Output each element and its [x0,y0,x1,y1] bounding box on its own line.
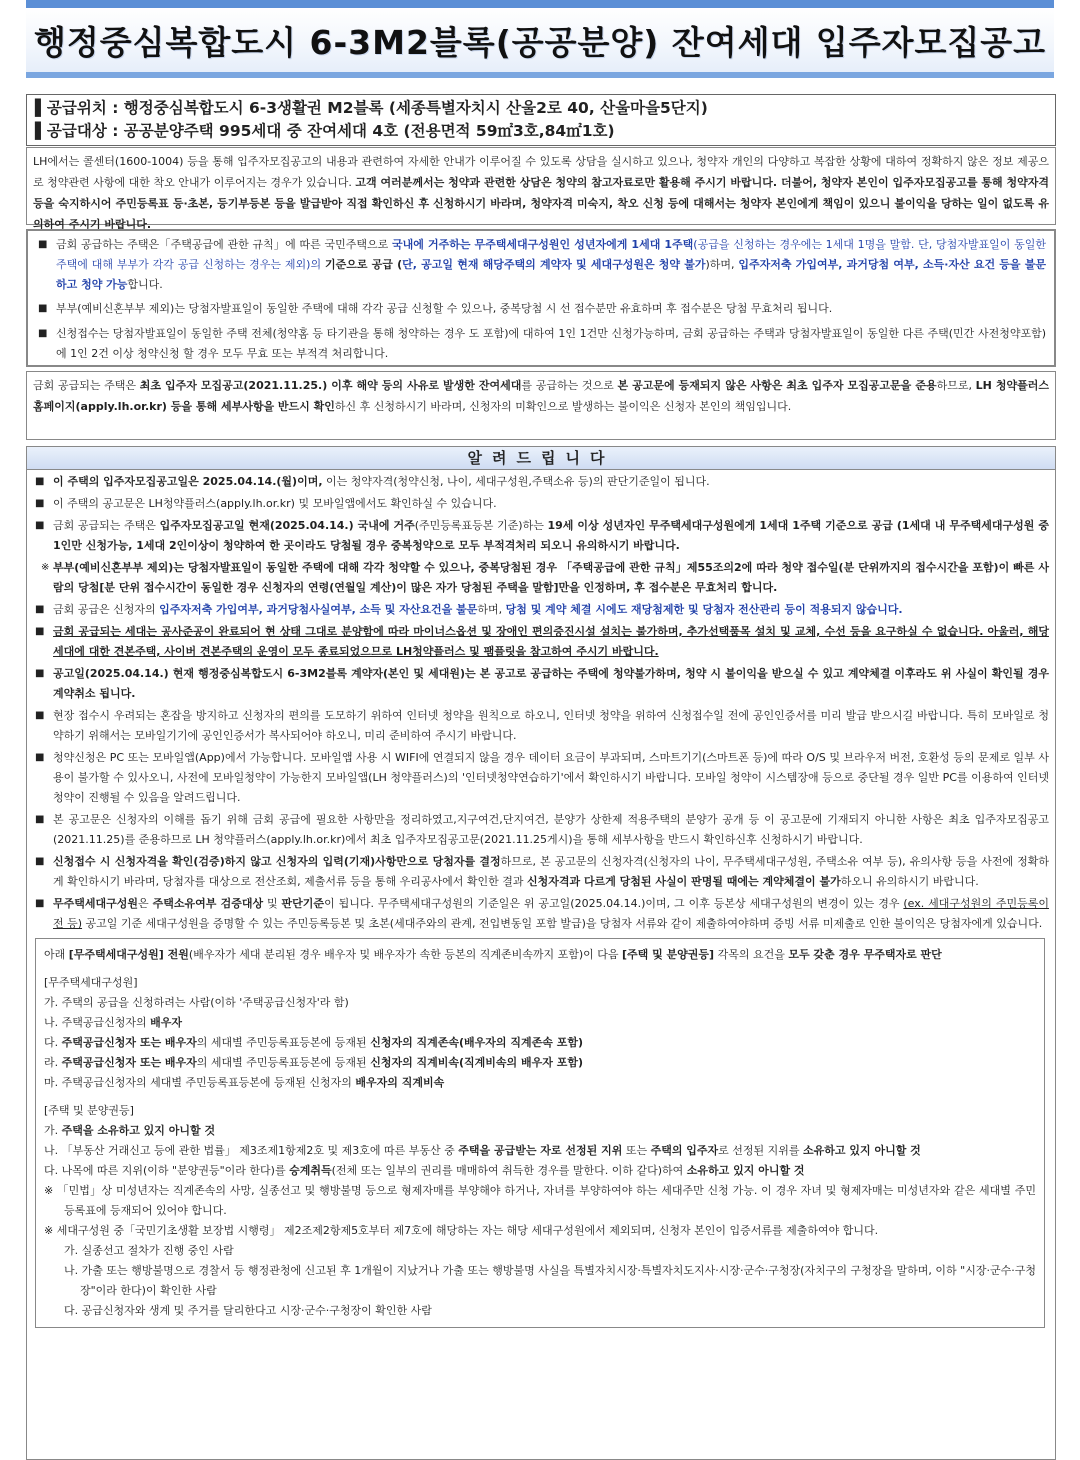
criteria-intro: 아래 [무주택세대구성원] 전원(배우자가 세대 분리된 경우 배우자 및 배우자가 속한 등본의 직계존비속까지 포함)이 다음 [주택 및 분양권등] 각목의 요건을 모두 갖춘 경우 무주택자로 판단 [44,948,942,961]
bullet-square-icon: ■ [35,626,45,637]
criteria-heading-household: [무주택세대구성원] [44,976,138,989]
list-item: ■ 이 주택의 입주자모집공고일은 2025.04.14.(월)이며, 이는 청약자격(청약신청, 나이, 세대구성원,주택소유 등)의 판단기준일이 됩니다. [33,472,1049,492]
list-item: 다. 공급신청자와 생계 및 주거를 달리한다고 시장·군수·구청장이 확인한 사람 [64,1304,432,1317]
list-item: ■ 무주택세대구성원은 주택소유여부 검증대상 및 판단기준이 됩니다. 무주택세대구성원의 기준일은 위 공고일(2025.04.14.)이며, 그 이후 등본상 세대구성원의 변경이 있는 경우 (ex. 세대구성원의 주민등록이전 등) 공고일 기준 세대구성원을 증명할 수 있는 주민등록등본 및 초본(세대주와의 관계, 전입변동일 포함 발급)을 당첨자 서류와 같이 제출하여야하며 증빙 서류 미제출로 인한 불이익은 당첨자에게 있습니다. [33,894,1049,934]
bullet-square-icon: ■ [38,303,48,314]
list-item: 나. 가출 또는 행방불명으로 경찰서 등 행정관청에 신고된 후 1개월이 지났거나 가출 또는 행방불명 사실을 특별자치시장·특별자치도지사·시장·군수·구청장(자치구의 구청장을 말하며, 이하 "시장·군수·구청장"이라 한다)이 확인한 사람 [64,1264,1036,1297]
bullet-square-icon: ■ [35,668,45,679]
list-item: 나. 「부동산 거래신고 등에 관한 법률」 제3조제1항제2호 및 제3호에 따른 부동산 중 주택을 공급받는 자로 선정된 지위 또는 주택의 입주자로 선정된 지위를 소유하고 있지 아니할 것 [44,1144,921,1157]
list-item: ■ 금회 공급되는 세대는 공사준공이 완료되어 현 상태 그대로 분양함에 따라 마이너스옵션 및 장애인 편의증진시설 설치는 불가하며, 추가선택품목 설치 및 교체, 수선 등을 요구하실 수 없습니다. 아울러, 해당 세대에 대한 견본주택, 사이버 견본주택의 운영이 모두 종료되었으므로 LH청약플러스 및 팸플릿을 참고하여 주시기 바랍니다. [33,622,1049,662]
list-item: ※ 부부(예비신혼부부 제외)는 당첨자발표일이 동일한 주택에 대해 각각 청약할 수 있으나, 중복당첨된 경우 「주택공급에 관한 규칙」제55조의2에 따라 청약 접수일(분 단위까지의 접수시간을 포함)이 빠른 사람의 당첨[분 단위 접수시간이 동일한 경우 신청자의 연령(연월일 계산)이 많은 자가 당첨된 주택을 말함]만을 인정하며, 후 접수분은 무효처리 합니다. [33,558,1049,598]
supply-info-box [26,94,1056,146]
bullet-square-icon: ■ [38,239,48,250]
bullet-square-icon: ■ [35,752,45,763]
list-item: ■ 신청접수 시 신청자격을 확인(검증)하지 않고 신청자의 입력(기재)사항만으로 당첨자를 결정하므로, 본 공고문의 신청자격(신청자의 나이, 무주택세대구성원, 주택소유 여부 등), 유의사항 등을 사전에 정확하게 확인하시기 바라며, 당첨자를 대상으로 전산조회, 제출서류 등을 통해 우리공사에서 확인한 결과 신청자격과 다르게 당첨된 사실이 판명될 때에는 계약체결이 불가하오니 유의하시기 바랍니다. [33,852,1049,892]
list-item: ■ 현장 접수시 우려되는 혼잡을 방지하고 신청자의 편의를 도모하기 위하여 인터넷 청약을 원칙으로 하오니, 인터넷 청약을 위하여 신청접수일 전에 공인인증서를 미리 발급 받으시길 바랍니다. 특히 모바일로 청약하기 위해서는 모바일기기에 공인인증서가 복사되어야 하오니, 미리 준비하여 주시기 바랍니다. [33,706,1049,746]
list-item: ■ 신청접수는 당첨자발표일이 동일한 주택 전체(청약홈 등 타기관을 통해 청약하는 경우 도 포함)에 대하여 1인 1건만 신청가능하며, 금회 공급하는 주택과 당첨자발표일이 동일한 다른 주택(민간 사전청약포함)에 1인 2건 이상 청약신청 할 경우 모두 무효 또는 부적격 처리합니다. [36,324,1046,364]
list-item: ■ 부부(예비신혼부부 제외)는 당첨자발표일이 동일한 주택에 대해 각각 공급 신청할 수 있으나, 중복당첨 시 선 접수분만 유효하며 후 접수분은 당첨 무효처리 됩니다. [36,299,1046,319]
bullet-square-icon: ■ [35,604,45,615]
top-accent-band [26,0,1054,8]
criteria-heading-housing: [주택 및 분양권등] [44,1104,134,1117]
note-item: ※ 세대구성원 중「국민기초생활 보장법 시행령」 제2조제2항제5호부터 제7호에 해당하는 자는 해당 세대구성원에서 제외되며, 신청자 본인이 입증서류를 제출하여야 합니다. [44,1224,879,1237]
bullet-square-icon: ■ [35,498,45,509]
homeless-criteria-box [35,938,1045,1328]
list-item: ■ 공고일(2025.04.14.) 현재 행정중심복합도시 6-3M2블록 계약자(본인 및 세대원)는 본 공고로 공급하는 주택에 청약불가하며, 청약 시 불이익을 받으실 수 있고 계약체결 이후라도 위 사실이 확인될 경우 계약취소 됩니다. [33,664,1049,704]
list-item: ■ 이 주택의 공고문은 LH청약플러스(apply.lh.or.kr) 및 모바일앱에서도 확인하실 수 있습니다. [33,494,1049,514]
list-item: ■ 본 공고문은 신청자의 이해를 돕기 위해 금회 공급에 필요한 사항만을 정리하였고,지구여건,단지여건, 분양가 상한제 적용주택의 분양가 공개 등 이 공고문에 기재되지 아니한 사항은 최초 입주자모집공고(2021.11.25)를 준용하므로 LH 청약플러스(apply.lh.or.kr)에서 최초 입주자모집공고문(2021.11.25게시)을 통해 세부사항을 반드시 확인하신후 신청하시기 바랍니다. [33,810,1049,850]
consultation-text: LH에서는 콜센터(1600-1004) 등을 통해 입주자모집공고의 내용과 관련하여 자세한 안내가 이루어질 수 있도록 상담을 실시하고 있으나, 청약자 개인의 다양하고 복잡한 상황에 대하여 정확하지 않은 정보 제공으로 청약관련 사항에 대한 착오 안내가 이루어지는 경우가 있습니다. [33,155,1049,189]
bullet-square-icon: ■ [35,856,45,867]
eligibility-notice [26,229,1056,367]
bullet-square-icon: ■ [35,814,45,825]
note-mark-icon: ※ [41,562,50,573]
bullet-square-icon: ■ [35,520,45,531]
bullet-square-icon: ■ [35,476,45,487]
supply-target: ▌공급대상 : 공공분양주택 995세대 중 잔여세대 4호 (전용면적 59㎡3호,84㎡1호) [35,122,615,140]
list-item: 가. 주택의 공급을 신청하려는 사람(이하 '주택공급신청자'라 함) [44,996,349,1009]
page-title: 행정중심복합도시 6-3M2블록(공공분양) 잔여세대 입주자모집공고 [34,22,1046,62]
list-item: 다. 주택공급신청자 또는 배우자의 세대별 주민등록표등본에 등재된 신청자의 직계존속(배우자의 직계존속 포함) [44,1036,583,1049]
remaining-units-notice: 금회 공급되는 주택은 최초 입주자 모집공고(2021.11.25.) 이후 해약 등의 사유로 발생한 잔여세대를 공급하는 것으로 본 공고문에 등재되지 않은 사항은 최초 입주자 모집공고문을 준용하므로, LH 청약플러스 홈페이지(apply.lh.or.kr) 등을 통해 세부사항을 반드시 확인하신 후 신청하시기 바라며, 신청자의 미확인으로 발생하는 불이익은 신청자 본인의 책임입니다. [26,371,1056,440]
bullet-square-icon: ■ [35,710,45,721]
consultation-bold-text: 고객 여러분께서는 청약과 관련한 상담은 청약의 참고자료로만 활용해 주시기 바랍니다. 더불어, 청약자 본인이 입주자모집공고를 통해 청약자격 등을 숙지하시어 주민등록표 등·초본, 등기부등본 등을 발급받아 직접 확인하신 후 신청하시기 바라며, 청약자격 미숙지, 착오 신청 등에 대해서는 청약자 본인에게 책임이 있으니 불이익을 당하는 일이 없도록 유의하여 주시기 바랍니다. [33,176,1049,231]
list-item: 라. 주택공급신청자 또는 배우자의 세대별 주민등록표등본에 등재된 신청자의 직계비속(직계비속의 배우자 포함) [44,1056,583,1069]
section-header: 알려드립니다 [27,447,1055,470]
list-item: 가. 실종선고 절차가 진행 중인 사람 [64,1244,234,1257]
note-item: ※ 「민법」상 미성년자는 직계존속의 사망, 실종선고 및 행방불명 등으로 형제자매를 부양해야 하거나, 자녀를 부양하여야 하는 세대주만 신청 가능. 이 경우 자녀 및 형제자매는 미성년자와 같은 세대별 주민등록표에 등재되어 있어야 합니다. [44,1184,1036,1217]
list-item: ■ 금회 공급되는 주택은 입주자모집공고일 현재(2025.04.14.) 국내에 거주(주민등록표등본 기준)하는 19세 이상 성년자인 무주택세대구성원에게 1세대 1주택 기준으로 공급 (1세대 내 무주택세대구성원 중 1인만 신청가능, 1세대 2인이상이 청약하여 한 곳이라도 당첨될 경우 중복청약으로 모두 부적격처리 되오니 유의하시기 바랍니다. [33,516,1049,556]
list-item: 마. 주택공급신청자의 세대별 주민등록표등본에 등재된 신청자의 배우자의 직계비속 [44,1076,445,1089]
list-item: 가. 주택을 소유하고 있지 아니할 것 [44,1124,216,1137]
supply-location: ▌공급위치 : 행정중심복합도시 6-3생활권 M2블록 (세종특별자치시 산울2로 40, 산울마을5단지) [35,99,708,117]
list-item: 나. 주택공급신청자의 배우자 [44,1016,183,1029]
list-item: 다. 나목에 따른 지위(이하 "분양권등"이라 한다)를 승계취득(전체 또는 일부의 권리를 매매하여 취득한 경우를 말한다. 이하 같다)하여 소유하고 있지 아니할 것 [44,1164,805,1177]
bullet-square-icon: ■ [38,328,48,339]
bullet-square-icon: ■ [35,898,45,909]
list-item: ■ 금회 공급은 신청자의 입주자저축 가입여부, 과거당첨사실여부, 소득 및 자산요건을 불문하며, 당첨 및 계약 체결 시에도 재당첨제한 및 당첨자 전산관리 등이 적용되지 않습니다. [33,600,1049,620]
consultation-notice [26,147,1056,231]
announcement-section [26,446,1056,1460]
title-banner [26,8,1054,78]
list-item: ■ 청약신청은 PC 또는 모바일앱(App)에서 가능합니다. 모바일앱 사용 시 WIFI에 연결되지 않을 경우 데이터 요금이 부과되며, 스마트기기(스마트폰 등)에 따라 O/S 및 브라우저 버전, 호환성 등의 문제로 일부 사용이 불가할 수 있사오니, 사전에 모바일청약이 가능한지 모바일앱(LH 청약플러스)의 '인터넷청약연습하기'에서 확인하시기 바랍니다. 모바일 청약이 시스템장애 등으로 중단될 경우 일반 PC를 이용하여 인터넷청약이 진행될 수 있음을 알려드립니다. [33,748,1049,808]
list-item: ■ 금회 공급하는 주택은「주택공급에 관한 규칙」에 따른 국민주택으로 국내에 거주하는 무주택세대구성원인 성년자에게 1세대 1주택(공급을 신청하는 경우에는 1세대 1명을 말함. 단, 당첨자발표일이 동일한 주택에 대해 부부가 각각 공급 신청하는 경우는 제외)의 기준으로 공급 (단, 공고일 현재 해당주택의 계약자 및 세대구성원은 청약 불가)하며, 입주자저축 가입여부, 과거당첨 여부, 소득·자산 요건 등을 불문하고 청약 가능합니다. [36,235,1046,295]
